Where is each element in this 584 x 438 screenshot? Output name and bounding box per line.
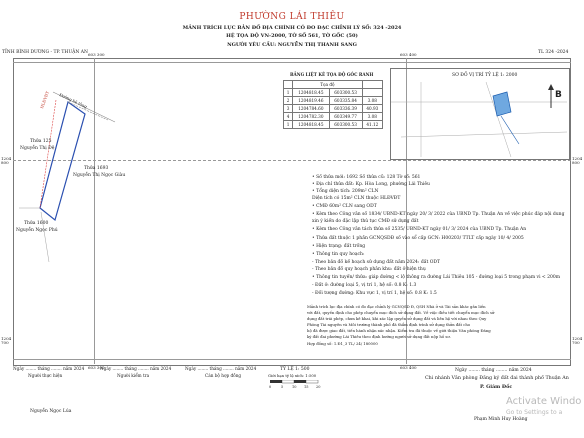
signer-left: Nguyễn Ngọc Lúa: [30, 409, 72, 414]
info-parcel-number: • Số thửa mới: 1692 Số thửa cũ: 128 Tờ số: 561: [312, 175, 421, 180]
role-approver-title: P. Giám Đốc: [480, 384, 513, 390]
table-row: 1 1204818.45 603300.53: [284, 89, 383, 97]
signer-right: Phạm Minh Huy Hoàng: [474, 417, 528, 422]
info-land-use-change: • CMĐ 60m² CLN sang ODT: [312, 204, 377, 209]
neighbor-125-owner: Nguyễn Thị Đệ: [20, 146, 55, 151]
grid-line-bottom: [13, 359, 571, 360]
north-arrow-icon: [548, 84, 554, 108]
page-title: PHƯỜNG LÁI THIÊU: [239, 12, 345, 22]
scale-tick: 5: [281, 385, 284, 389]
scale-tick: 20: [316, 385, 321, 389]
note-line-5: hộ đã được giao đất, tiến hành nhận xác nhận. Kiểm tra đã thuộc về giới thiệu Văn phòng Đăng: [307, 328, 491, 333]
info-official-letter-2: • Kèm theo Công văn tách thửa số 2535/ UBND-KT ngày 01/ 3/ 2024 của UBND Tp. Thuận An: [312, 227, 527, 232]
info-official-letter-1: • Kèm theo Công văn số 1834/ UBND-KT ngày 20/ 3/ 2022 của UBND Tp. Thuận An về việc phúc đáp nội dung: [312, 212, 565, 217]
grid-label-top-2: 603 400: [400, 52, 417, 57]
grid-label-left-1: 1204 800: [1, 156, 12, 165]
date-checker: Ngày ........ tháng ........ năm 2024: [100, 366, 172, 371]
coord-header-group: Tọa độ: [293, 81, 362, 89]
info-road-1: - Đất ở: đường loại 5, vị trí 1, hệ số: 0.8 K: 1.3: [312, 283, 417, 288]
note-line-1: Mảnh trích lục địa chính có đo đạc chỉnh lý GCNQSD Đ, QSH Nhà ở và Tài sản khác gắn liền: [307, 304, 486, 309]
corridor-label: HLĐVĐT: [39, 90, 51, 110]
table-row: 3 1204784.60 603336.39 40.93: [284, 105, 383, 113]
role-contract: Cán bộ hợp đồng: [205, 373, 242, 378]
note-line-2: với đất, quyền định cho phép chuyển mục đích sử dụng đất. Về việc điều tiết chuyển mục đích sử: [307, 310, 495, 315]
date-approver: Ngày ........ tháng ........ năm 2024: [455, 368, 532, 373]
road-label: Đường bê tông: [58, 91, 88, 110]
location-diagram-title: SƠ ĐỒ VỊ TRÍ TỶ LỆ 1: 2000: [452, 73, 518, 78]
scale-subtitle: Giới hạn tỷ lệ xích: 1:500: [268, 373, 317, 378]
info-address: • Địa chỉ thửa đất: Kp. Hòa Long, phường Lái Thiêu: [312, 182, 430, 187]
grid-label-right-2: 1204 700: [572, 336, 583, 345]
grid-label-top-1: 603 300: [88, 52, 105, 57]
info-planning-title: • Thông tin quy hoạch:: [312, 252, 365, 257]
neighbor-1693-owner: Nguyễn Thị Ngọc Giàu: [73, 173, 126, 178]
north-arrow-label: B: [555, 90, 562, 100]
province-label: TỈNH BÌNH DƯƠNG - TP. THUẬN AN: [2, 50, 88, 55]
date-performer: Ngày ........ tháng ........ năm 2024: [13, 366, 85, 371]
coord-table: [283, 80, 383, 129]
info-planning-1: - Theo bản đồ kế hoạch sử dụng đất năm 2024: đất ODT: [312, 260, 441, 265]
coord-table-title: BẢNG LIỆT KÊ TỌA ĐỘ GÓC RANH: [290, 72, 374, 77]
activation-watermark-subtitle: Go to Settings to a: [506, 409, 563, 416]
scale-tick: 10: [292, 385, 297, 389]
header-line-2: HỆ TỌA ĐỘ VN-2000, TỜ SỐ 561, TỜ GỐC (50): [226, 33, 358, 39]
neighbor-125: Thửa 125: [30, 139, 52, 144]
info-certificate: • Thửa đất thuộc 1 phần GCNQSDĐ số vào sổ cấp GCN: H00203/ TTLT cấp ngày 10/ 4/ 2005: [312, 236, 524, 241]
scale-title: TỶ LỆ 1: 500: [280, 367, 310, 372]
table-row: 1 1204818.45 603300.53 41.12: [284, 121, 383, 129]
table-row: 4 1204782.30 603349.77 3.08: [284, 113, 383, 121]
info-road-2: - Đối tượng đường: Khu vực 1, vị trí 1, hệ số: 0.8 K: 1.5: [312, 291, 437, 296]
info-road: • Thông tin tuyến/ thửa: giáp đường < lộ thông ra đường Lái Thiêu 105 - đường loại 5 trong phạm vi < 200m: [312, 275, 560, 280]
location-map: [391, 82, 567, 157]
document-code: TL 324 -2024: [538, 50, 569, 55]
scale-bar: [270, 380, 330, 386]
info-total-area: • Tổng diện tích: 209m² CLN: [312, 189, 379, 194]
grid-label-right-1: 1204 800: [572, 156, 583, 165]
scale-tick: 0: [269, 385, 272, 389]
table-row: 2 1204819.46 603335.84 3.08: [284, 97, 383, 105]
coord-table-header: [284, 81, 383, 89]
note-line-6: ký đất đai phường Lái Thiêu theo định hướng người sử dụng đất nộp hồ sơ.: [307, 334, 451, 339]
grid-label-bottom-1: 603 300: [88, 365, 105, 370]
activation-watermark-title: Activate Windo: [506, 396, 582, 407]
role-checker: Người kiểm tra: [117, 373, 150, 378]
grid-label-bottom-2: 603 400: [400, 365, 417, 370]
neighbor-1693: Thửa 1693: [84, 166, 109, 171]
note-line-4: Phòng Tài nguyên và Môi trường thành phố đã thẩm định trình sử dụng thửa đất cho: [307, 322, 471, 327]
neighbor-1600-owner: Nguyễn Ngọc Phú: [16, 228, 58, 233]
info-current-state: • Hiện trạng: đất trống: [312, 244, 366, 249]
date-contract: Ngày ........ tháng ........ năm 2024: [185, 366, 257, 371]
header-line-3: NGƯỜI YÊU CẦU: NGUYỄN THỊ THANH SANG: [227, 42, 357, 48]
grid-label-left-2: 1204 700: [1, 336, 12, 345]
neighbor-1600: Thửa 1600: [24, 221, 49, 226]
info-official-letter-1b: xin ý kiến do đặc lập thủ tục CMĐ sử dụng đất: [312, 219, 419, 224]
info-corridor-area: Diện tích có 15m² CLN thuộc HLĐVĐT: [312, 196, 401, 201]
header-line-1: MẢNH TRÍCH LỤC BẢN ĐỒ ĐỊA CHÍNH CÓ ĐO ĐẠC CHỈNH LÝ SỐ: 324 -2024: [182, 25, 402, 31]
role-approver: Chi nhánh Văn phòng Đăng ký đất đai thành phố Thuận An: [425, 376, 569, 381]
scale-tick: 15: [304, 385, 309, 389]
role-performer: Người thực hiện: [28, 373, 63, 378]
note-line-3: dụng đất trái phép, chưa kê khai, khi xác lập quyền sử dụng đất và liên hệ với nhau theo Quy: [307, 316, 487, 321]
info-planning-2: - Theo bản đồ quy hoạch phân khu: đất ở hiện thụ: [312, 267, 426, 272]
contract-number: Hợp đồng số: 1.Đ1_3 TL/ 24/ 180000: [307, 341, 378, 346]
